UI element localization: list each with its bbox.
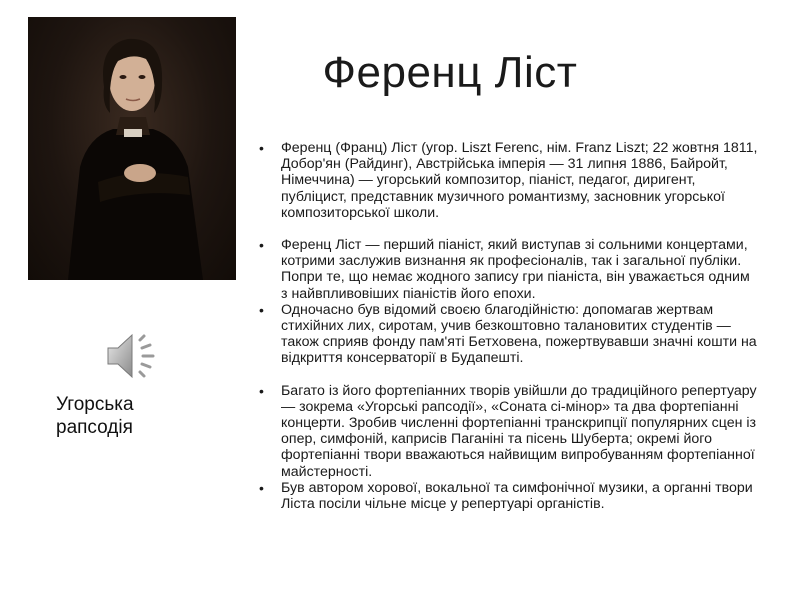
speaker-icon[interactable] [104,330,160,382]
portrait-image [28,17,236,280]
bullet-item: • Ференц Ліст — перший піаніст, який виступав зі сольними концертами, котрими заслужив визнання як професіоналів, так і загальної публіки. Попри те, що немає жодного запису гри піаніста, він уважається одним з найвпливовіших піаністів його епохи. [259,237,759,302]
bullet-item: • Багато із його фортепіанних творів увійшли до традиційного репертуару — зокрема «Угорські рапсодії», «Соната сі-мінор» та два фортепіанні концерти. Зробив численні фортепіанні транскрипції популярних сцен із опер, симфоній, каприсів Паганіні та пісень Шуберта; окремі його фортепіанні твори вважаються найвищим випробуванням фортепіанної майстерності. [259,383,759,480]
bullet-item: • Ференц (Франц) Ліст (угор. Liszt Ferenc, нім. Franz Liszt; 22 жовтня 1811, Добор'ян (Райдинг), Австрійська імперія — 31 липня 1886, Байройт, Німеччина) — угорський композитор, піаніст, педагог, диригент, публіцист, представник музичного романтизму, засновник угорської композиторської школи. [259,140,759,221]
speaker-caption: Угорська рапсодія [56,394,134,438]
slide-title: Ференц Ліст [322,48,578,97]
bullet-item: • Був автором хорової, вокальної та симфонічної музики, а органні твори Ліста посіли чільне місце у репертуарі органістів. [259,480,759,512]
bullet-list [259,140,759,512]
bullet-item: • Одночасно був відомий своєю благодійністю: допомагав жертвам стихійних лих, сиротам, учив безкоштовно талановитих студентів — також сприяв фонду пам'яті Бетховена, пожертвувавши значні кошти на відкриття консерваторії в Будапешті. [259,302,759,367]
